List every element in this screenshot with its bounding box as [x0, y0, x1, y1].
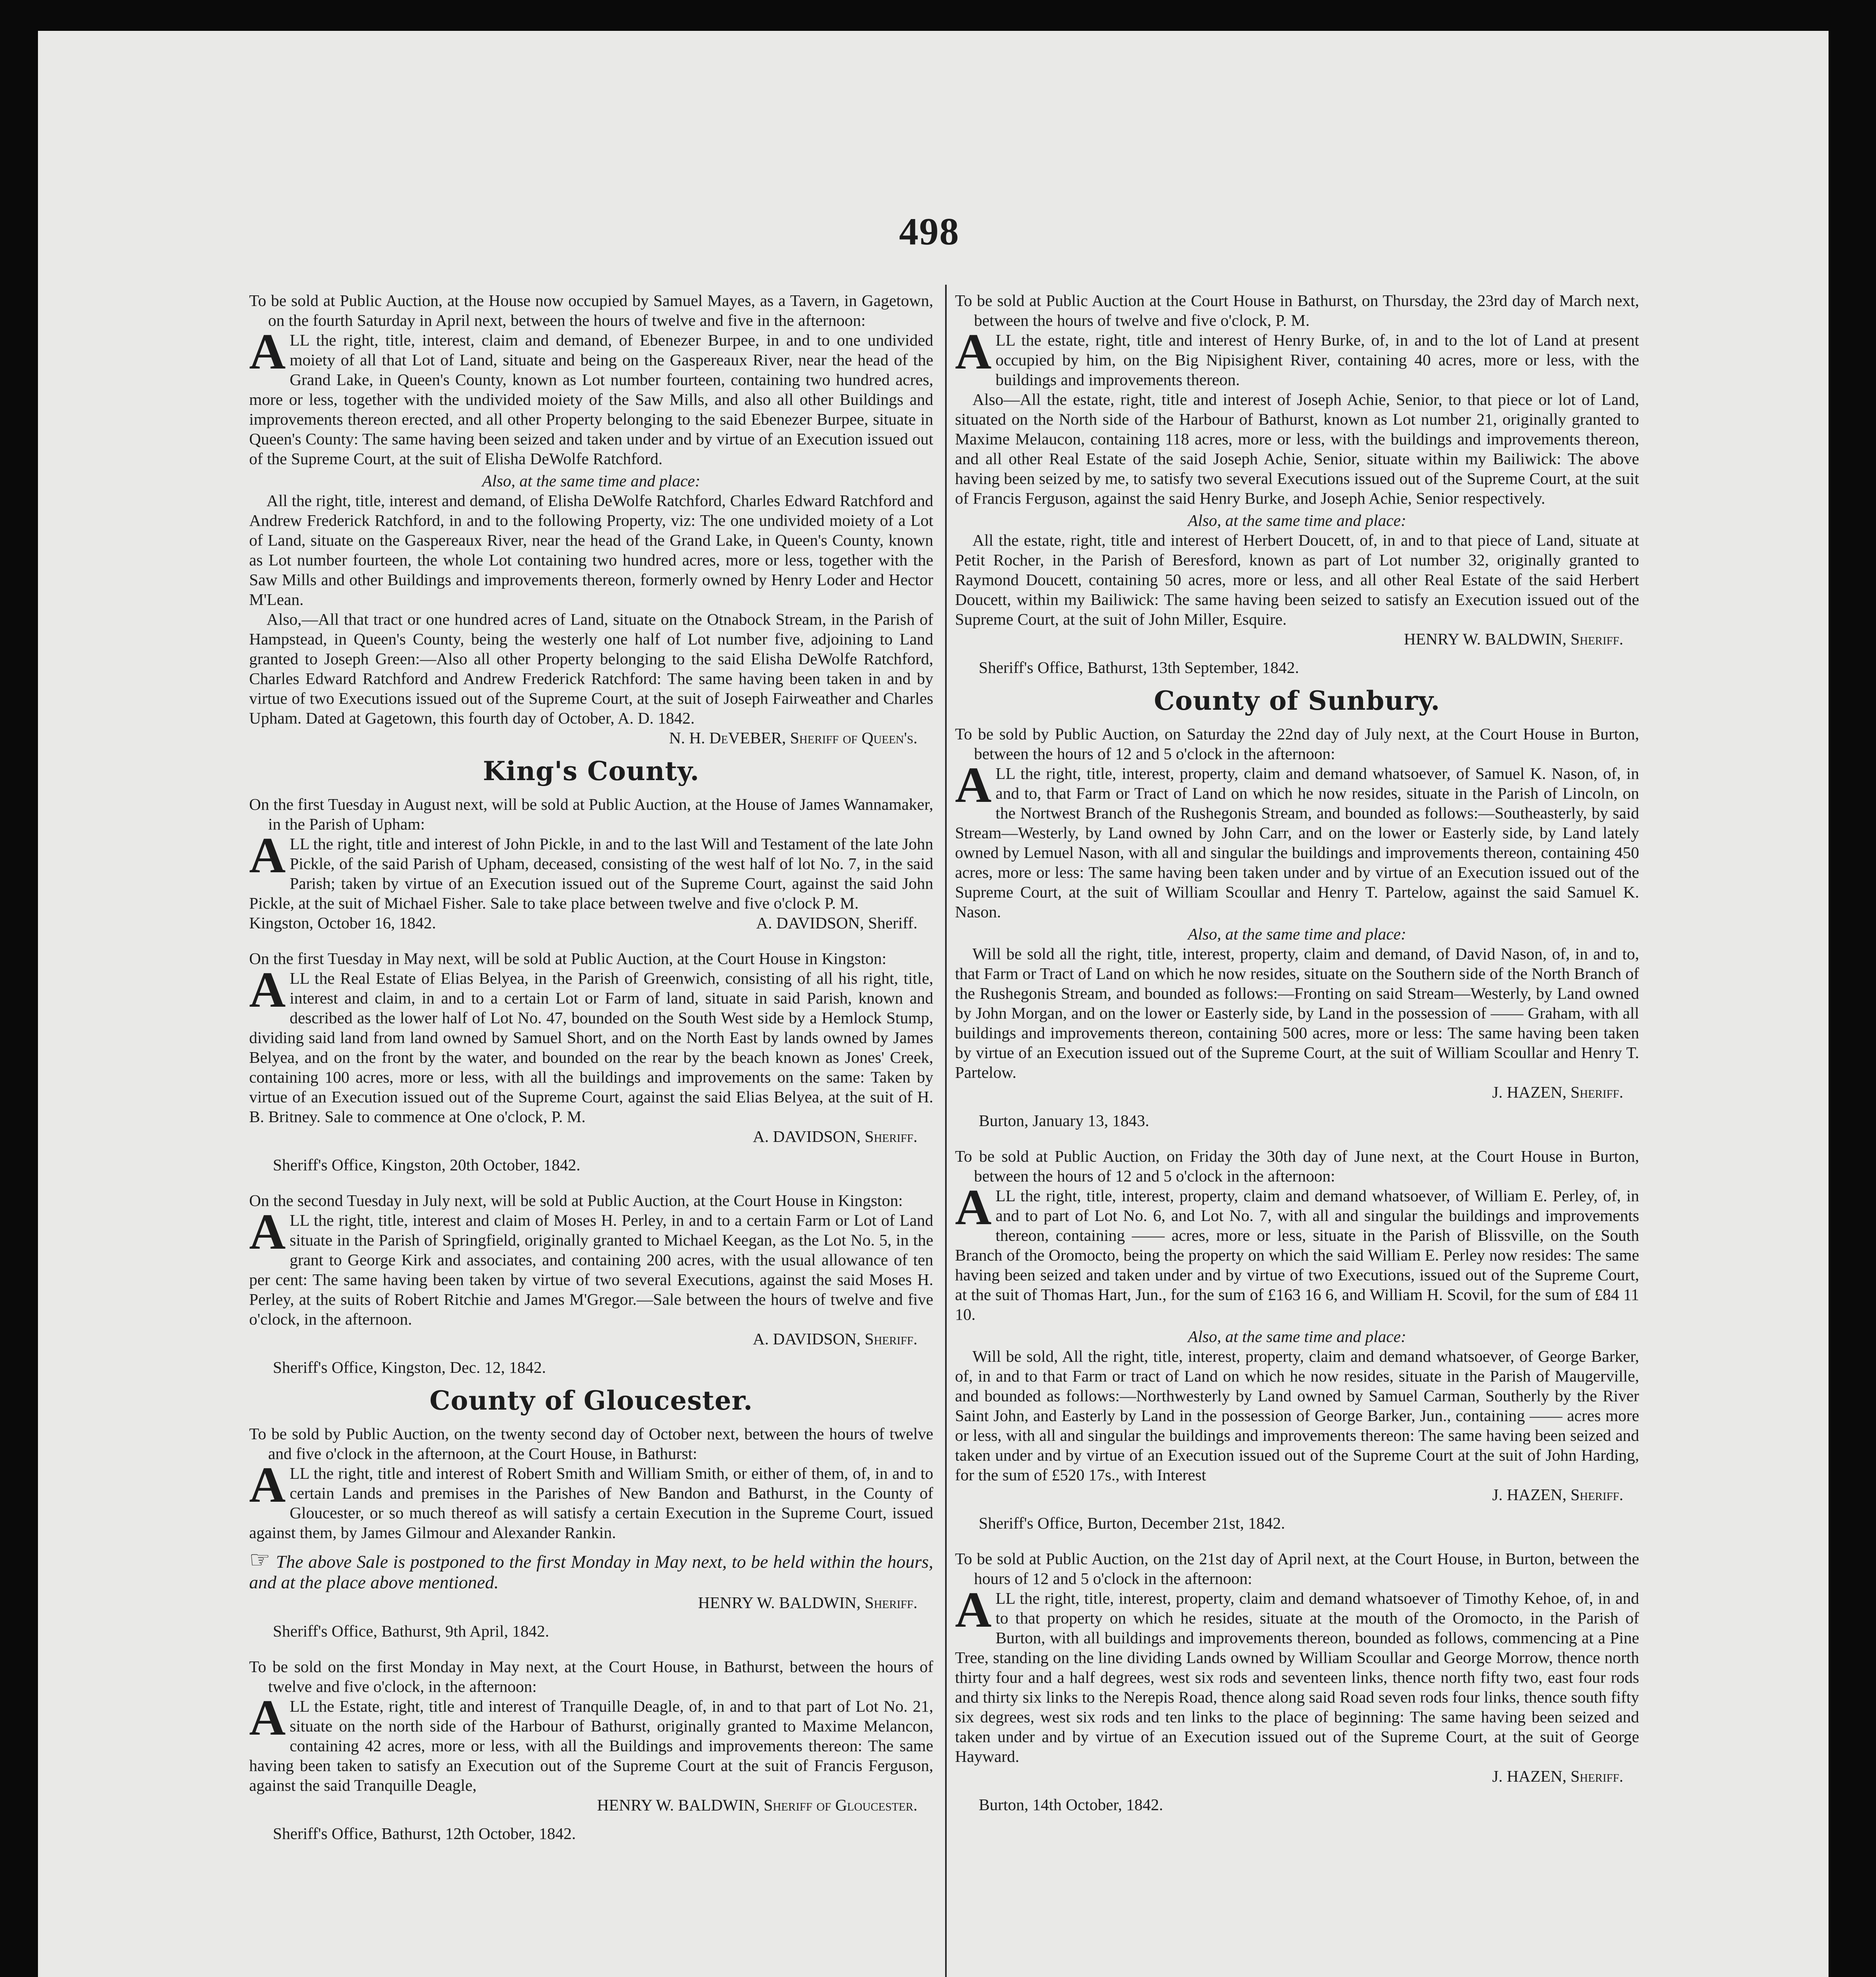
office-date: Sheriff's Office, Bathurst, 12th October, 1842.	[273, 1824, 576, 1843]
sale-body: ALL the right, title, interest and claim of Moses H. Perley, in and to a certain Farm or Lot of Land situate in the Parish of Springfield, originally granted to Michael Keegan, as the Lot No. 5, in the grant to George Kirk and associates, and containing 200 acres, with the usual allowance of ten per cent: The same having been taken by virtue of two several Executions, against the said Moses H. Perley, at the suits of Robert Ritchie and James M'Gregor.—Sale between the hours of twelve and five o'clock, in the afternoon.	[249, 1204, 933, 1328]
drop-cap: A	[249, 1204, 286, 1260]
office-date: Sheriff's Office, Bathurst, 9th April, 1842.	[273, 1622, 549, 1640]
county-heading: County of Sunbury.	[1154, 685, 1441, 716]
page-number: 498	[899, 210, 960, 253]
county-heading: County of Gloucester.	[429, 1385, 753, 1416]
also-heading: Also, at the same time and place:	[482, 472, 701, 490]
sale-intro: To be sold by Public Auction, on the twenty second day of October next, between the hours of twelve and five o'clock in the afternoon, at the Court House, in Bathurst:	[249, 1425, 933, 1463]
sale-body: Also—All the estate, right, title and interest of Joseph Achie, Senior, to that piece or lot of Land, situated on the North side of the Harbour of Bathurst, known as Lot number 21, originally granted to Maxime Melaucon, containing 118 acres, more or less, with the buildings and improvements thereon, and all other Real Estate of the said Joseph Achie, Senior, situate within my Bailiwick: The above having been seized by me, to satisfy two several Executions issued out of the Supreme Court, at the suit of Francis Ferguson, against the said Henry Burke, and Joseph Achie, Senior respectively.	[955, 390, 1639, 507]
drop-cap: A	[955, 1582, 992, 1638]
sale-body: ALL the right, title, interest, property, claim and demand whatsoever, of William E. Perley, of, in and to part of Lot No. 6, and Lot No. 7, with all and singular the buildings and improvements thereon, containing —— acres, more or less, situate in the Parish of Blissville, on the South Branch of the Oromocto, being the property on which the said William E. Perley now resides: The same having been seized and taken under and by virtue of two Executions, issued out of the Supreme Court, at the suit of Thomas Hart, Jun., for the sum of £163 16 6, and William H. Scovil, for the sum of £84 11 10.	[955, 1179, 1639, 1323]
column-divider	[945, 285, 947, 1977]
office-date: Sheriff's Office, Burton, December 21st, 1842.	[979, 1514, 1285, 1532]
sale-intro: To be sold at Public Auction, at the House now occupied by Samuel Mayes, as a Tavern, in Gagetown, on the fourth Saturday in April next, between the hours of twelve and five in the afternoon:	[249, 291, 933, 329]
sheriff-signature: J. HAZEN, Sheriff.	[1492, 1486, 1623, 1504]
place-date: Kingston, October 16, 1842.	[249, 914, 436, 932]
sheriff-signature: J. HAZEN, Sheriff.	[1492, 1767, 1623, 1785]
sale-body: ALL the right, title, interest, property, claim and demand whatsoever of Timothy Kehoe, of, in and to that property on which he resides, situate at the mouth of the Oromocto, in the Parish of Burton, with all buildings and improvements thereon, bounded as follows, commencing at a Pine Tree, standing on the line dividing Lands owned by William Scoullar and George Morrow, thence north thirty four and a half degrees, west six rods and seventeen links, thence north fifty two, east four rods and thirty six links to the Nerepis Road, thence along said Road seven rods four links, thence south fifty six degrees, west six rods and ten links to the place of beginning: The same having been seized and taken under and by virtue of an Execution issued out of the Supreme Court, at the suit of George Hayward.	[955, 1582, 1639, 1765]
sheriff-signature: A. DAVIDSON, Sheriff.	[756, 914, 917, 932]
sale-body: ALL the estate, right, title and interest of Henry Burke, of, in and to the lot of Land at present occupied by him, on the Big Nipisighent River, containing 40 acres, more or less, with the buildings and improvements thereon.	[955, 323, 1639, 389]
postponement-notice: ☞ The above Sale is postponed to the first Monday in May next, to be held within the hours, and at the place above mentioned.	[249, 1547, 933, 1592]
office-date: Burton, 14th October, 1842.	[979, 1796, 1163, 1814]
drop-cap: A	[955, 323, 992, 380]
drop-cap: A	[249, 1457, 286, 1513]
sale-body: Will be sold, All the right, title, interest, property, claim and demand whatsoever, of George Barker, of, in and to that Farm or tract of Land on which he now resides, situate in the Parish of Maugerville, and bounded as follows:—Northwesterly by Land owned by Samuel Carman, Southerly by the River Saint John, and Easterly by Land in the possession of George Barker, Jun., containing —— acres more or less, with all and singular the buildings and improvements thereon: The same having been seized and taken under and by virtue of an Execution issued out of the Supreme Court at the suit of John Harding, for the sum of £520 17s., with Interest	[955, 1347, 1639, 1484]
sheriff-signature: HENRY W. BALDWIN, Sheriff.	[1404, 630, 1623, 648]
drop-cap: A	[955, 1179, 992, 1235]
sale-body: ALL the Estate, right, title and interest of Tranquille Deagle, of, in and to that part of Lot No. 21, situate on the north side of the Harbour of Bathurst, originally granted to Maxime Melancon, containing 42 acres, more or less, with all the Buildings and improvements thereon: The same having been taken to satisfy an Execution out of the Supreme Court at the suit of Francis Ferguson, against the said Tranquille Deagle,	[249, 1690, 933, 1794]
sheriff-signature-line	[249, 913, 933, 933]
drop-cap: A	[955, 757, 992, 813]
sale-body: ALL the right, title and interest of Robert Smith and William Smith, or either of them, of, in and to certain Lands and premises in the Parishes of New Bandon and Bathurst, in the County of Gloucester, or so much thereof as will satisfy a certain Execution in the Supreme Court, issued against them, by James Gilmour and Alexander Rankin.	[249, 1457, 933, 1542]
sale-body: Will be sold all the right, title, interest, property, claim and demand, of David Nason, of, in and to, that Farm or Tract of Land on which he now resides, situate on the Southern side of the North Branch of the Rushegonis Stream, and bounded as follows:—Fronting on said Stream—Westerly, by Land owned by John Morgan, and on the lower or Easterly side, by Land in the possession of —— Graham, with all buildings and improvements thereon, containing 500 acres, more or less: The same having been taken by virtue of an Execution issued out of the Supreme Court, at the suit of William Scoullar and Henry T. Partelow.	[955, 945, 1639, 1081]
sheriff-signature: HENRY W. BALDWIN, Sheriff of Gloucester.	[597, 1796, 917, 1814]
sheriff-signature: A. DAVIDSON, Sheriff.	[753, 1127, 917, 1145]
sheriff-signature: N. H. DeVEBER, Sheriff of Queen's.	[669, 729, 917, 747]
drop-cap: A	[249, 827, 286, 883]
sale-body: ALL the right, title, interest, property, claim and demand whatsoever, of Samuel K. Nason, of, in and to, that Farm or Tract of Land on which he now resides, situate in the Parish of Lincoln, on the Nortwest Branch of the Rushegonis Stream, and bounded as follows:—Southeasterly, by said Stream—Westerly, by Land owned by John Carr, and on the lower or Easterly side, by Land lately owned by Lemuel Nason, with all and singular the buildings and improvements thereon, containing 450 acres, more or less: The same having been taken under and by virtue of an Execution issued out of the Supreme Court, at the suit of William Scoullar and Henry T. Partelow, against the said Samuel K. Nason.	[955, 757, 1639, 921]
sale-intro: To be sold at Public Auction at the Court House in Bathurst, on Thursday, the 23rd day of March next, between the hours of twelve and five o'clock, P. M.	[955, 291, 1639, 329]
sale-intro: To be sold on the first Monday in May next, at the Court House, in Bathurst, between the hours of twelve and five o'clock, in the afternoon:	[249, 1658, 933, 1695]
sale-body: All the right, title, interest and demand, of Elisha DeWolfe Ratchford, Charles Edward Ratchford and Andrew Frederick Ratchford, in and to the following Property, viz: The one undivided moiety of a Lot of Land, situate on the Gaspereaux River, near the head of the Grand Lake, in Queen's County, known as Lot number fourteen, the whole Lot containing two hundred acres, more or less, together with the Saw Mills and other Buildings and improvements thereon, formerly owned by Henry Loder and Hector M'Lean.	[249, 491, 933, 609]
sheriff-signature: HENRY W. BALDWIN, Sheriff.	[698, 1593, 917, 1612]
drop-cap: A	[249, 323, 286, 380]
sale-intro: To be sold at Public Auction, on the 21st day of April next, at the Court House, in Burton, between the hours of 12 and 5 o'clock in the afternoon:	[955, 1550, 1639, 1588]
drop-cap: A	[249, 962, 286, 1018]
sale-intro: To be sold at Public Auction, on Friday the 30th day of June next, at the Court House in Burton, between the hours of 12 and 5 o'clock in the afternoon:	[955, 1147, 1639, 1185]
sale-body: ALL the right, title, interest, claim and demand, of Ebenezer Burpee, in and to one undivided moiety of all that Lot of Land, situate and being on the Gaspereaux River, near the head of the Grand Lake, in Queen's County, known as Lot number fourteen, containing two hundred acres, more or less, together with the undivided moiety of the Saw Mills, and also all other Buildings and improvements thereon erected, and all other Property belonging to the said Ebenezer Burpee, situate in Queen's County: The same having been seized and taken under and by virtue of an Execution issued out of the Supreme Court, at the suit of Elisha DeWolfe Ratchford.	[249, 323, 933, 468]
right-column	[955, 291, 1639, 1814]
also-heading: Also, at the same time and place:	[1188, 511, 1407, 529]
sale-intro: To be sold by Public Auction, on Saturday the 22nd day of July next, at the Court House in Burton, between the hours of 12 and 5 o'clock in the afternoon:	[955, 725, 1639, 763]
left-column	[249, 291, 933, 1843]
office-date: Sheriff's Office, Kingston, 20th October, 1842.	[273, 1156, 581, 1174]
office-date: Sheriff's Office, Bathurst, 13th September, 1842.	[979, 658, 1299, 677]
drop-cap: A	[249, 1690, 286, 1746]
sale-intro: On the first Tuesday in August next, will be sold at Public Auction, at the House of James Wannamaker, in the Parish of Upham:	[249, 795, 933, 833]
also-heading: Also, at the same time and place:	[1188, 1327, 1407, 1346]
county-heading: King's County.	[483, 756, 700, 786]
sale-body: ALL the right, title and interest of John Pickle, in and to the last Will and Testament of the late John Pickle, of the said Parish of Upham, deceased, consisting of the west half of lot No. 7, in the said Parish; taken by virtue of an Execution issued out of the Supreme Court, against the said John Pickle, at the suit of Michael Fisher. Sale to take place between twelve and five o'clock P. M.	[249, 827, 933, 912]
pointing-hand-icon: ☞	[249, 1547, 270, 1573]
office-date: Sheriff's Office, Kingston, Dec. 12, 1842.	[273, 1358, 546, 1376]
also-heading: Also, at the same time and place:	[1188, 925, 1407, 943]
sale-body: Also,—All that tract or one hundred acres of Land, situate on the Otnabock Stream, in the Parish of Hampstead, in Queen's County, being the westerly one half of Lot number five, adjoining to Land granted to Joseph Green:—Also all other Property belonging to the said Elisha DeWolfe Ratchford, Charles Edward Ratchford and Andrew Frederick Ratchford: The same having been taken in and by virtue of two Executions issued out of the Supreme Court, at the suit of Joseph Fairweather and Charles Upham. Dated at Gagetown, this fourth day of October, A. D. 1842.	[249, 610, 933, 727]
office-date: Burton, January 13, 1843.	[979, 1111, 1150, 1130]
sale-intro: On the second Tuesday in July next, will be sold at Public Auction, at the Court House in Kingston:	[249, 1191, 903, 1210]
sheriff-signature: A. DAVIDSON, Sheriff.	[753, 1330, 917, 1348]
sale-body: ALL the Real Estate of Elias Belyea, in the Parish of Greenwich, consisting of all his right, title, interest and claim, in and to a certain Lot or Farm of land, situate in said Parish, known and described as the lower half of Lot No. 47, bounded on the South West side by a Hemlock Stump, dividing said land from land owned by Samuel Short, and on the North East by lands owned by James Belyea, and on the front by the water, and bounded on the rear by the beach known as Jones' Creek, containing 100 acres, more or less, with all the buildings and improvements on the same: Taken by virtue of an Execution issued out of the Supreme Court, against the said Elias Belyea, at the suit of H. B. Britney. Sale to commence at One o'clock, P. M.	[249, 962, 933, 1126]
sheriff-signature: J. HAZEN, Sheriff.	[1492, 1083, 1623, 1101]
sale-intro: On the first Tuesday in May next, will be sold at Public Auction, at the Court House in Kingston:	[249, 949, 887, 968]
sale-body: All the estate, right, title and interest of Herbert Doucett, of, in and to that piece of Land, situate at Petit Rocher, in the Parish of Beresford, known as part of Lot number 32, originally granted to Raymond Doucett, containing 50 acres, more or less, and all other Real Estate of the said Herbert Doucett, within my Bailiwick: The same having been seized to satisfy an Execution issued out of the Supreme Court, at the suit of John Miller, Esquire.	[955, 531, 1639, 628]
